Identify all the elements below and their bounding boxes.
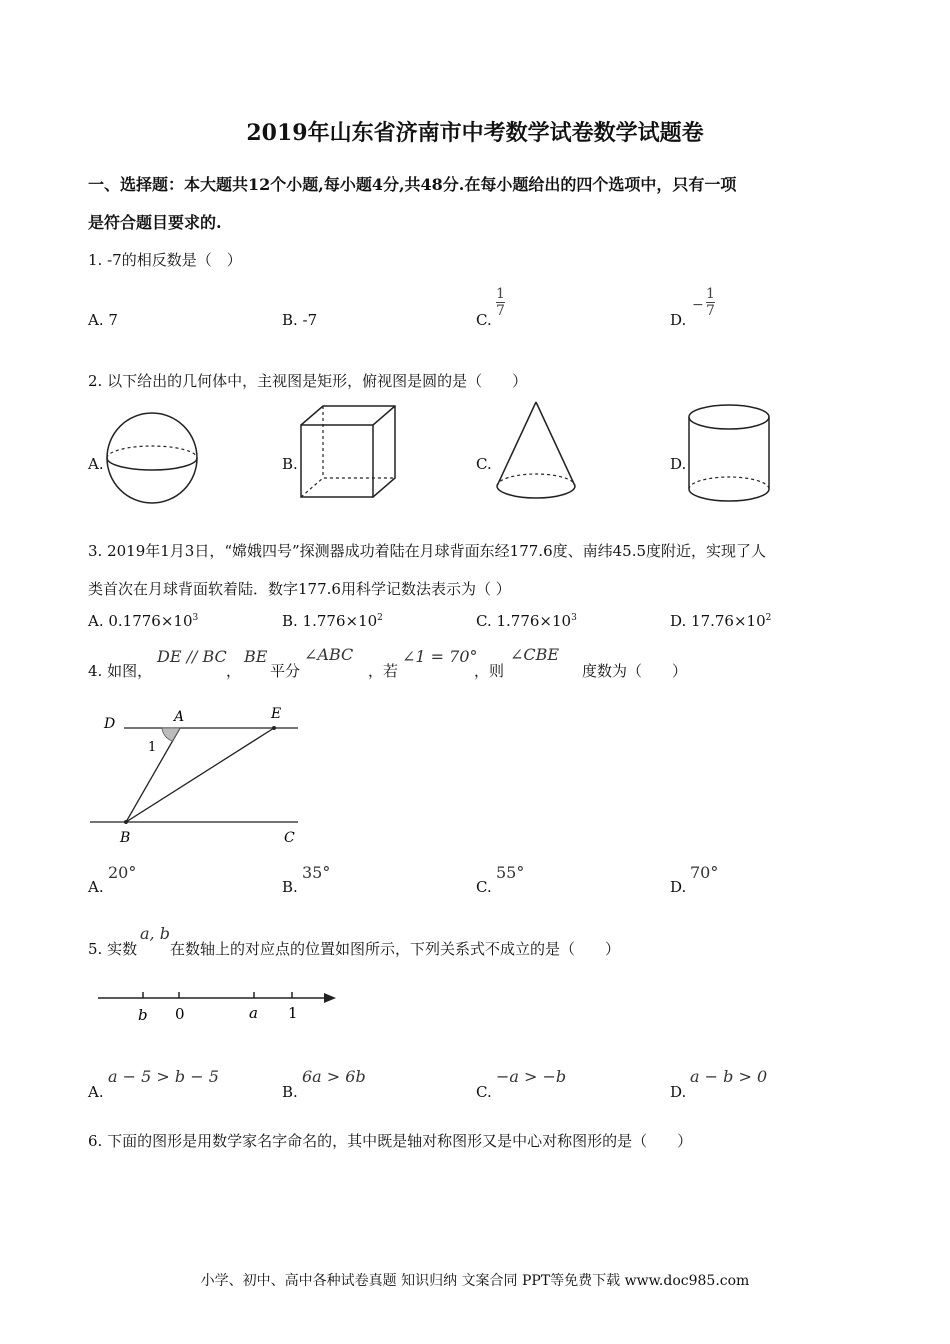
q5-option-c-value: −a > −b <box>496 1067 567 1086</box>
cylinder-figure <box>686 402 772 506</box>
q2-stem: 2. 以下给出的几何体中，主视图是矩形，俯视图是圆的是（ ） <box>88 372 528 390</box>
q3-option-d <box>670 612 771 630</box>
q3-b-exponent: 2 <box>377 613 383 623</box>
page-footer: 小学、初中、高中各种试卷真题 知识归纳 文案合同 PPT等免费下载 www.doc985.com <box>200 1273 750 1289</box>
q1-c-numerator: 1 <box>496 286 505 302</box>
q3-a-exponent: 3 <box>192 613 199 623</box>
q2-option-b: B. <box>282 455 298 473</box>
q4-math-angle1: ∠1 = 70° <box>402 647 478 666</box>
label-d: D <box>104 716 116 732</box>
q3-stem-line2: 类首次在月球背面软着陆．数字177.6用科学记数法表示为（ ） <box>88 580 511 598</box>
cube-figure <box>298 403 402 503</box>
q3-a-text: A. 0.1776×10 <box>88 612 193 630</box>
q1-c-denominator: 7 <box>496 303 505 319</box>
label-e: E <box>271 706 282 722</box>
q4-option-c-value: 55° <box>496 863 525 882</box>
q4-option-d-value: 70° <box>690 863 719 882</box>
q3-stem-line1: 3. 2019年1月3日，“嫦娥四号”探测器成功着陆在月球背面东经177.6度、南纬45.5度附近，实现了人 <box>88 542 767 560</box>
number-line-figure <box>96 986 342 1026</box>
q3-c-exponent: 3 <box>571 613 577 623</box>
q3-option-a <box>88 612 198 630</box>
q4-text-bisects: 平分 <box>270 662 301 680</box>
q4-prefix: 4. 如图， <box>88 662 153 680</box>
axis-label-a: a <box>249 1004 258 1022</box>
q6-stem: 6. 下面的图形是用数学家名字命名的，其中既是轴对称图形又是中心对称图形的是（ ） <box>88 1132 693 1150</box>
q5-option-b: B. <box>282 1083 298 1101</box>
q1-option-d: D. <box>670 311 687 329</box>
q1-d-sign: − <box>692 297 704 313</box>
q2-option-c: C. <box>476 455 492 473</box>
q5-math-ab: a, b <box>140 924 170 943</box>
q3-option-b <box>282 612 383 630</box>
sphere-figure <box>104 410 204 506</box>
q4-text-degree: 度数为（ ） <box>582 662 688 680</box>
q1-option-c-fraction <box>496 286 505 319</box>
axis-label-one: 1 <box>288 1004 298 1022</box>
axis-label-b: b <box>138 1006 148 1024</box>
q4-math-angle-cbe: ∠CBE <box>510 645 560 664</box>
section-heading-line2: 是符合题目要求的. <box>88 213 222 232</box>
q5-option-a: A. <box>88 1083 104 1101</box>
q5-prefix: 5. 实数 <box>88 940 138 958</box>
axis-label-zero: 0 <box>175 1005 185 1023</box>
q2-option-d: D. <box>670 455 687 473</box>
q1-d-numerator: 1 <box>706 286 715 302</box>
label-a: A <box>174 709 185 725</box>
label-b: B <box>120 830 131 846</box>
q3-d-text: D. 17.76×10 <box>670 612 766 630</box>
q1-stem: 1. -7的相反数是（ ） <box>88 251 242 269</box>
q4-option-a-value: 20° <box>108 863 137 882</box>
q4-text-if: ，若 <box>368 662 399 680</box>
q4-option-c: C. <box>476 878 492 896</box>
q5-stem-rest: 在数轴上的对应点的位置如图所示，下列关系式不成立的是（ ） <box>170 940 621 958</box>
q4-option-d: D. <box>670 878 687 896</box>
q4-math-angle-abc: ∠ABC <box>304 645 354 664</box>
q4-text-then: ，则 <box>474 662 505 680</box>
q2-option-a: A. <box>88 455 104 473</box>
q1-option-c: C. <box>476 311 492 329</box>
label-angle-1: 1 <box>148 740 157 755</box>
q3-b-text: B. 1.776×10 <box>282 612 378 630</box>
q5-option-d: D. <box>670 1083 687 1101</box>
q3-d-exponent: 2 <box>765 613 772 623</box>
q5-option-d-value: a − b > 0 <box>690 1067 768 1086</box>
page-title: 2019年山东省济南市中考数学试卷数学试题卷 <box>246 120 704 146</box>
cone-figure <box>494 400 578 504</box>
q4-geometry-figure <box>88 700 308 850</box>
q4-option-b-value: 35° <box>302 863 331 882</box>
q1-d-denominator: 7 <box>706 303 715 319</box>
q5-option-b-value: 6a > 6b <box>302 1067 366 1086</box>
q1-option-d-fraction <box>706 286 715 319</box>
q4-math-parallel: DE // BC <box>157 647 227 666</box>
q3-c-text: C. 1.776×10 <box>476 612 572 630</box>
q4-math-be: BE <box>244 647 268 666</box>
q4-option-b: B. <box>282 878 298 896</box>
q5-option-c: C. <box>476 1083 492 1101</box>
q1-option-a: A. 7 <box>88 311 118 329</box>
q5-option-a-value: a − 5 > b − 5 <box>108 1067 219 1086</box>
q1-option-b: B. -7 <box>282 311 318 329</box>
label-c: C <box>284 830 295 846</box>
q3-option-c <box>476 612 577 630</box>
q4-sep1: ， <box>226 662 242 680</box>
section-heading-line1: 一、选择题：本大题共12个小题,每小题4分,共48分.在每小题给出的四个选项中，只有一项 <box>88 175 737 194</box>
q4-option-a: A. <box>88 878 104 896</box>
